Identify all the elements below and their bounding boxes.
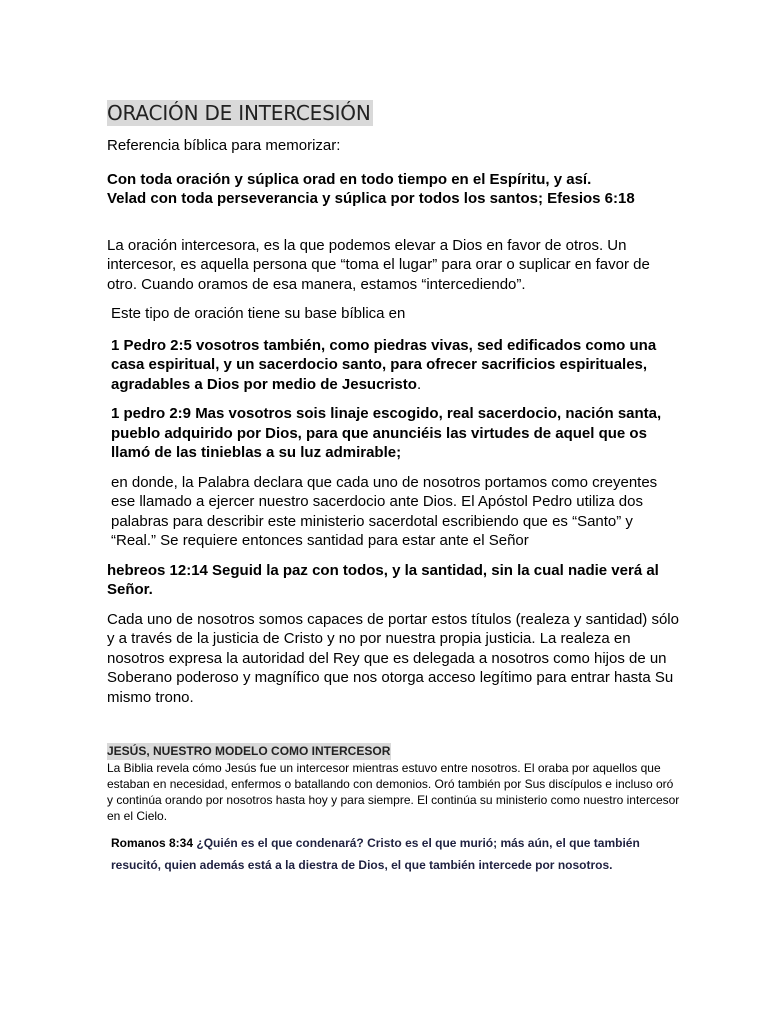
titles-paragraph: Cada uno de nosotros somos capaces de portar estos títulos (realeza y santidad) sólo y a través de la justicia de Cristo y no por nuestra propia justicia. La realeza en nosotros expresa la autoridad del Rey que es delegada a nosotros como hijos de un Soberano poderoso y magnífico que nos otorga acceso legítimo para entrar hasta Su mismo trono. <box>107 610 679 706</box>
romanos-text: ¿Quién es el que condenará? Cristo es el que murió; más aún, el que también resucitó, quien además está a la diestra de Dios, el que también intercede por nosotros. <box>111 836 640 872</box>
page-title: ORACIÓN DE INTERCESIÓN <box>107 101 371 125</box>
section-heading: JESÚS, NUESTRO MODELO COMO INTERCESOR <box>107 744 391 758</box>
verse-1-pedro-2-5-end: . <box>416 375 422 393</box>
jesus-paragraph: La Biblia revela cómo Jesús fue un intercesor mientras estuvo entre nosotros. El oraba por aquellos que estaban en necesidad, enfermos o batallando con demonios. Oró también por Sus discípulos e incluso oró y continúa orando por nosotros hasta hoy y para siempre. El continúa su ministerio como nuestro intercesor en el Cielo. <box>107 761 680 823</box>
verse-1-pedro-2-5 <box>107 336 682 395</box>
memorize-label: Referencia bíblica para memorizar: <box>107 137 341 154</box>
verse-1-pedro-2-5-text: 1 Pedro 2:5 vosotros también, como piedras vivas, sed edificados como una casa espiritual, y un sacerdocio santo, para ofrecer sacrificios espirituales, agradables a Dios por medio de Jesucristo <box>111 336 657 393</box>
base-line: Este tipo de oración tiene su base bíblica en <box>111 305 406 322</box>
verse-1-pedro-2-9: 1 pedro 2:9 Mas vosotros sois linaje escogido, real sacerdocio, nación santa, pueblo adquirido por Dios, para que anunciéis las virtudes de aquel que os llamó de las tinieblas a su luz admirable; <box>111 405 662 461</box>
memory-verse-line-2: Velad con toda perseverancia y súplica por todos los santos; Efesios 6:18 <box>107 190 635 207</box>
document-page <box>107 100 682 888</box>
romanos-reference: Romanos 8:34 <box>111 836 194 850</box>
verse-romanos-8-34 <box>107 832 682 876</box>
verse-hebreos-12-14: hebreos 12:14 Seguid la paz con todos, y la santidad, sin la cual nadie verá al Señor. <box>107 561 659 598</box>
intro-paragraph: La oración intercesora, es la que podemos elevar a Dios en favor de otros. Un intercesor, es aquella persona que “toma el lugar” para orar o suplicar en favor de otro. Cuando oramos de esa manera, estamos “intercediendo”. <box>107 236 650 293</box>
memory-verse-line-1: Con toda oración y súplica orad en todo tiempo en el Espíritu, y así. <box>107 170 592 188</box>
memory-verse <box>107 170 682 209</box>
priesthood-paragraph: en donde, la Palabra declara que cada uno de nosotros portamos como creyentes ese llamado a ejercer nuestro sacerdocio ante Dios. El Apóstol Pedro utiliza dos palabras para describir este ministerio sacerdotal escribiendo que es “Santo” y “Real.” Se requiere entonces santidad para estar ante el Señor <box>111 473 658 549</box>
